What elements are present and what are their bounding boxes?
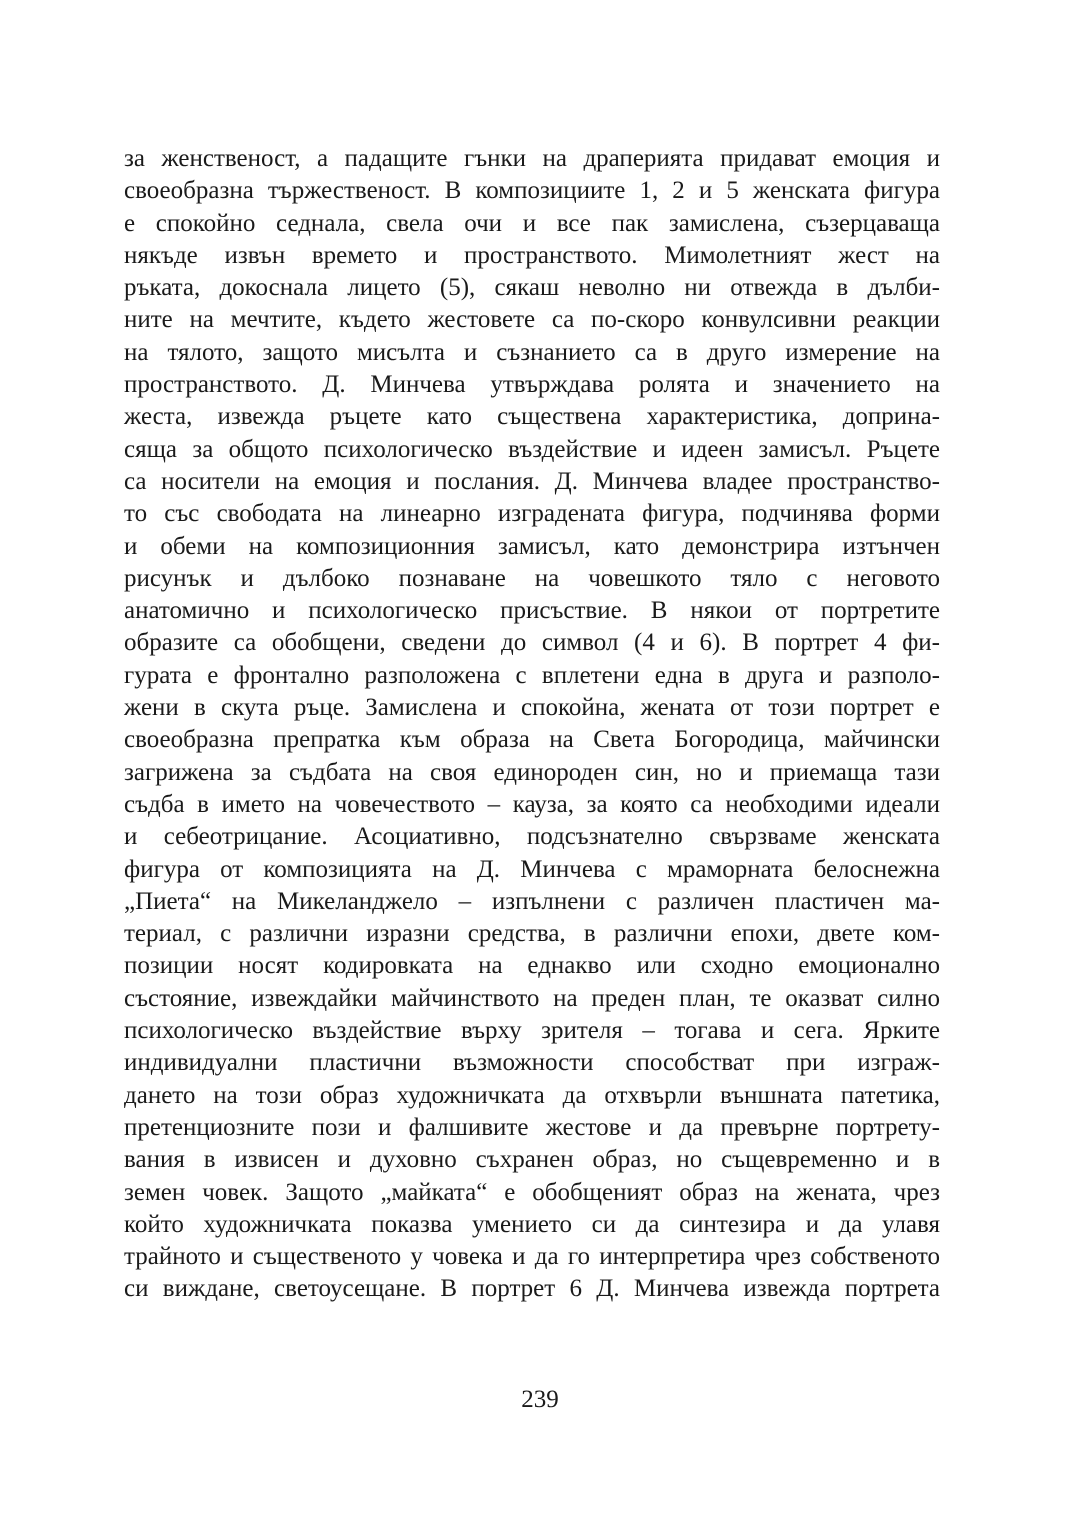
text-line: ните на мечтите, където жестовете са по-скоро конвулсивни реакции <box>124 306 940 334</box>
text-line: загрижена за съдбата на своя единороден син, но и приемаща тази <box>124 758 940 786</box>
text-line: рисунък и дълбоко познаване на човешкото тяло с неговото <box>124 564 940 592</box>
text-line: териал, с различни изразни средства, в различни епохи, двете ком- <box>124 920 940 948</box>
text-line: ръката, докоснала лицето (5), сякаш неволно ни отвежда в дълби- <box>124 274 940 302</box>
text-line: е спокойно седнала, свела очи и все пак замислена, съзерцаваща <box>124 209 940 237</box>
text-line: фигура от композицията на Д. Минчева с мраморната белоснежна <box>124 855 940 883</box>
text-line: вания в извисен и духовно съхранен образ, но същевременно и в <box>124 1146 940 1174</box>
text-line: претенциозните пози и фалшивите жестове и да превърне портрету- <box>124 1113 940 1141</box>
text-line: сяща за общото психологическо въздействие и идеен замисъл. Ръцете <box>124 435 940 463</box>
text-line: образите са обобщени, сведени до символ (4 и 6). В портрет 4 фи- <box>124 629 940 657</box>
text-line: някъде извън времето и пространството. Мимолетният жест на <box>124 241 940 269</box>
text-line: позиции носят кодировката на еднакво или сходно емоционално <box>124 952 940 980</box>
text-line: и обеми на композиционния замисъл, като демонстрира изтънчен <box>124 532 940 560</box>
text-line: гурата е фронтално разположена с вплетени една в друга и разполо- <box>124 661 940 689</box>
text-line: психологическо въздействие върху зрителя – тогава и сега. Ярките <box>124 1017 940 1045</box>
text-line: индивидуални пластични възможности способстват при изграж- <box>124 1049 940 1077</box>
text-line: жени в скута ръце. Замислена и спокойна, жената от този портрет е <box>124 694 940 722</box>
text-line: дането на този образ художничката да отхвърли външната патетика, <box>124 1081 940 1109</box>
text-line: своеобразна тържественост. В композициите 1, 2 и 5 женската фигура <box>124 177 940 205</box>
body-text <box>124 143 940 1306</box>
text-line: пространството. Д. Минчева утвърждава ролята и значението на <box>124 371 940 399</box>
text-line: са носители на емоция и послания. Д. Минчева владее пространство- <box>124 467 940 495</box>
text-line: анатомично и психологическо присъствие. В някои от портретите <box>124 597 940 625</box>
page-number: 239 <box>521 1386 559 1413</box>
text-line: състояние, извеждайки майчинството на преден план, те оказват силно <box>124 984 940 1012</box>
text-line: си виждане, светоусещане. В портрет 6 Д. Минчева извежда портрета <box>124 1275 940 1303</box>
text-line: за женственост, а падащите гънки на драперията придават емоция и <box>124 145 940 172</box>
text-line: и себеотрицание. Асоциативно, подсъзнателно свързваме женската <box>124 823 940 851</box>
text-line: жеста, извежда ръцете като съществена характеристика, доприна- <box>124 403 940 431</box>
text-line: трайното и същественото у човека и да го интерпретира чрез собственото <box>124 1243 940 1271</box>
text-line: своеобразна препратка към образа на Света Богородица, майчински <box>124 726 940 754</box>
text-line: земен човек. Защото „майката“ е обобщеният образ на жената, чрез <box>124 1178 940 1206</box>
text-line: на тялото, защото мисълта и съзнанието са в друго измерение на <box>124 338 940 366</box>
text-line: то със свободата на линеарно изградената фигура, подчинява форми <box>124 500 940 528</box>
text-line: „Пиета“ на Микеланджело – изпълнени с различен пластичен ма- <box>124 887 940 915</box>
text-line: който художничката показва умението си да синтезира и да улавя <box>124 1210 940 1238</box>
text-line: съдба в името на човечеството – кауза, за която са необходими идеали <box>124 790 940 818</box>
